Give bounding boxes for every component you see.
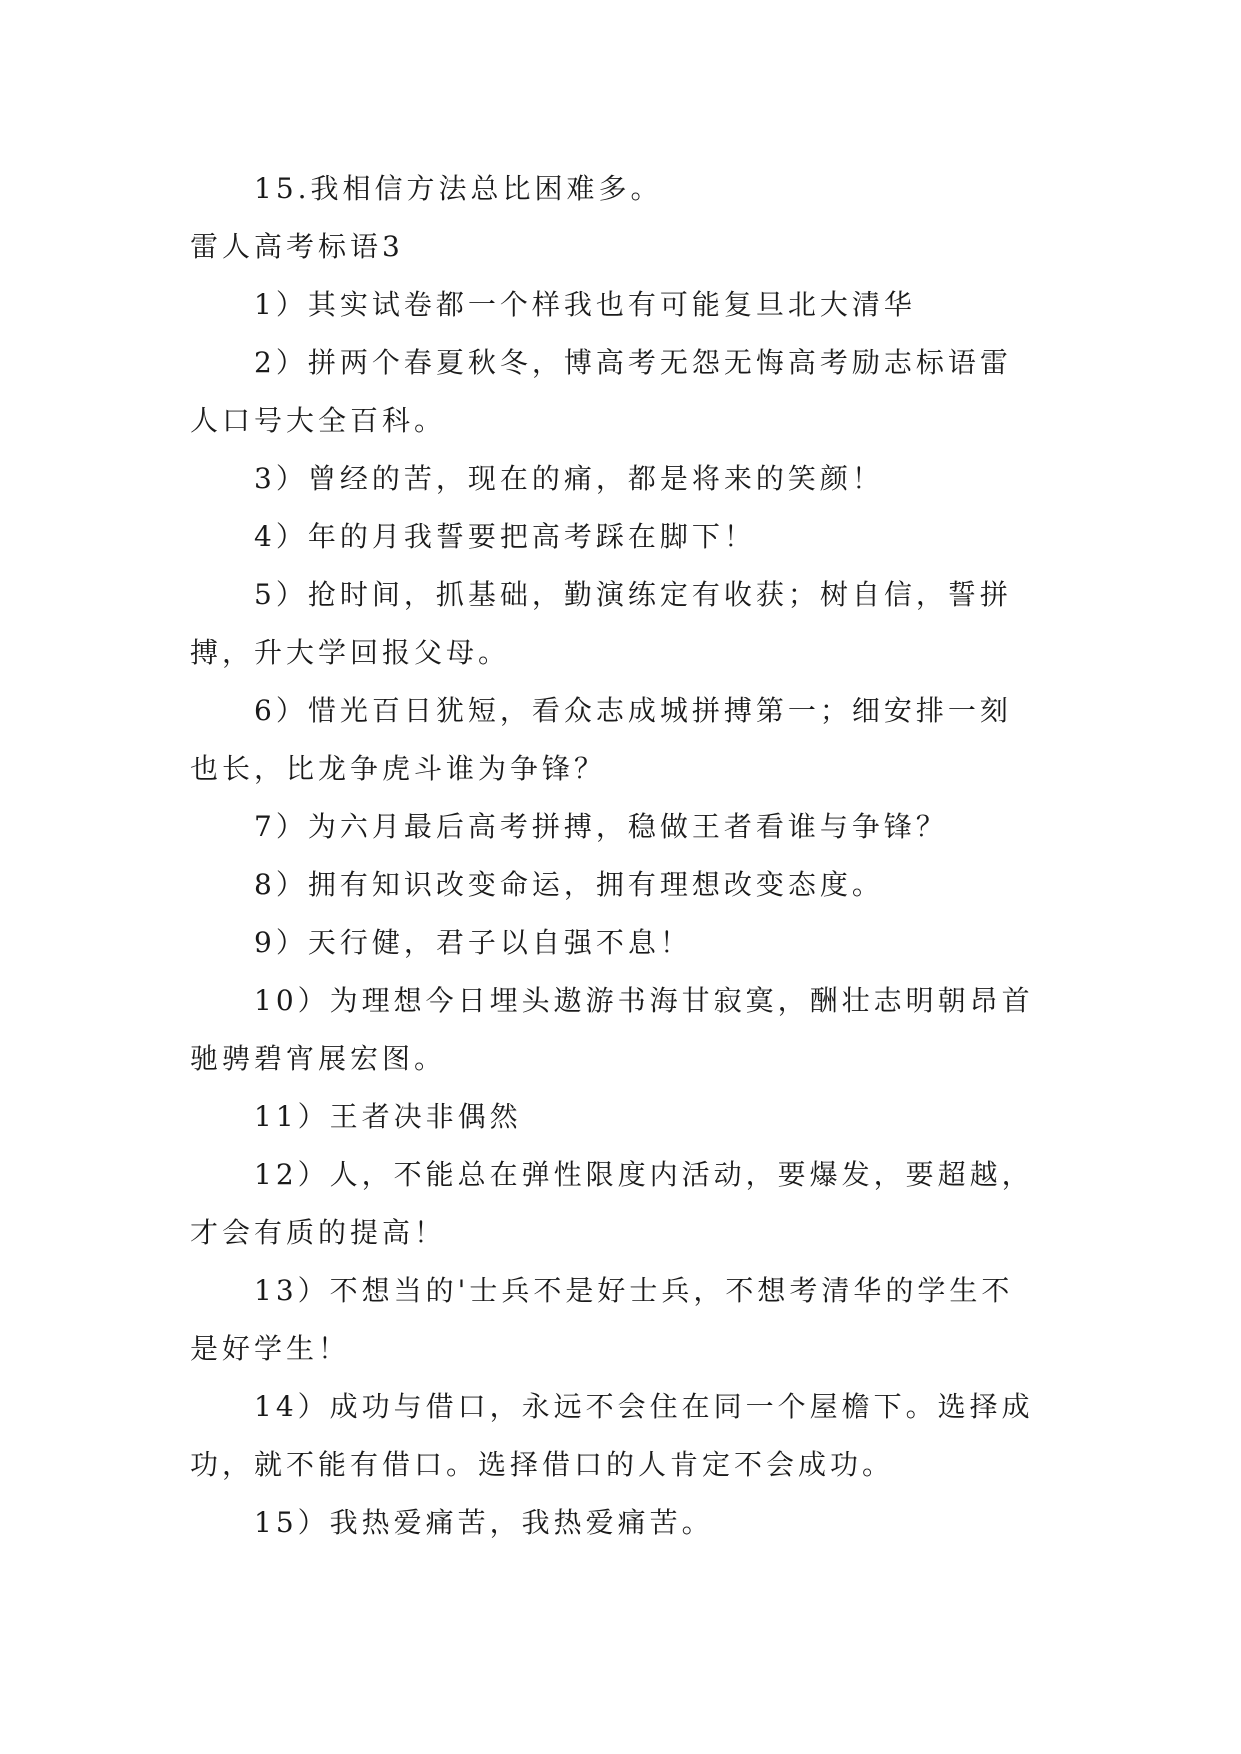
list-item [190, 276, 1070, 334]
list-item [190, 682, 1070, 798]
item-line: 12）人，不能总在弹性限度内活动，要爆发，要超越， [254, 1158, 1034, 1191]
list-item [190, 798, 1070, 856]
list-item [190, 334, 1070, 450]
item-line: 7）为六月最后高考拼搏，稳做王者看谁与争锋？ [254, 810, 948, 843]
list-item [190, 856, 1070, 914]
list-item [190, 914, 1070, 972]
item-line: 8）拥有知识改变命运，拥有理想改变态度。 [254, 868, 884, 901]
item-line: 11）王者决非偶然 [254, 1100, 522, 1133]
item-line-continued: 是好学生！ [190, 1332, 351, 1365]
item-line-continued: 搏，升大学回报父母。 [190, 636, 511, 669]
document-page [190, 160, 1070, 1552]
item-line-continued: 驰骋碧宵展宏图。 [190, 1042, 447, 1075]
list-item [190, 450, 1070, 508]
item-line-continued: 也长，比龙争虎斗谁为争锋？ [190, 752, 607, 785]
item-line-continued: 才会有质的提高！ [190, 1216, 447, 1249]
section-title: 雷人高考标语3 [190, 230, 404, 263]
list-item [190, 1146, 1070, 1262]
item-line: 13）不想当的'士兵不是好士兵，不想考清华的学生不 [254, 1274, 1014, 1307]
item-line-continued: 功，就不能有借口。选择借口的人肯定不会成功。 [190, 1448, 895, 1481]
item-line-continued: 人口号大全百科。 [190, 404, 447, 437]
item-line: 2）拼两个春夏秋冬，博高考无怨无悔高考励志标语雷 [254, 346, 1012, 379]
item-line: 5）抢时间，抓基础，勤演练定有收获；树自信，誓拼 [254, 578, 1012, 611]
item-line: 3）曾经的苦，现在的痛，都是将来的笑颜！ [254, 462, 884, 495]
item-line: 10）为理想今日埋头遨游书海甘寂寞，酬壮志明朝昂首 [254, 984, 1034, 1017]
list-item [190, 566, 1070, 682]
item-line: 6）惜光百日犹短，看众志成城拼搏第一；细安排一刻 [254, 694, 1012, 727]
item-line: 14）成功与借口，永远不会住在同一个屋檐下。选择成 [254, 1390, 1034, 1423]
list-item [190, 1494, 1070, 1552]
list-item [190, 972, 1070, 1088]
intro-line: 15.我相信方法总比困难多。 [254, 172, 663, 205]
item-line: 4）年的月我誓要把高考踩在脚下！ [254, 520, 756, 553]
item-line: 15）我热爱痛苦，我热爱痛苦。 [254, 1506, 714, 1539]
list-item [190, 508, 1070, 566]
list-item [190, 1378, 1070, 1494]
item-line: 1）其实试卷都一个样我也有可能复旦北大清华 [254, 288, 916, 321]
item-line: 9）天行健，君子以自强不息！ [254, 926, 692, 959]
list-item [190, 1088, 1070, 1146]
list-item [190, 1262, 1070, 1378]
